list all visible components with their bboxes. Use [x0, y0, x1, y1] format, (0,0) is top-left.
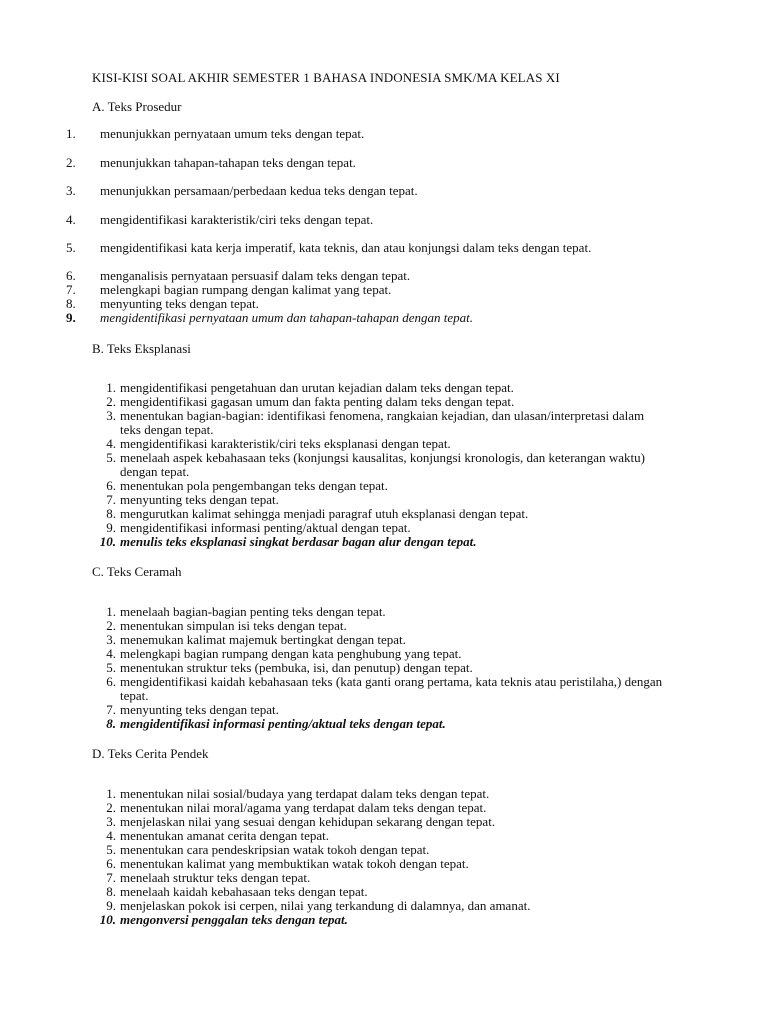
list-item: 5. menelaah aspek kebahasaan teks (konjungsi kausalitas, konjungsi kronologis, dan keterangan waktu) dengan tepat.	[106, 450, 645, 479]
section-c-heading: C. Teks Ceramah	[92, 564, 182, 579]
list-item: 9. mengidentifikasi informasi penting/aktual dengan tepat.	[106, 520, 411, 535]
list-item: 8. mengidentifikasi informasi penting/aktual teks dengan tepat.	[106, 716, 446, 731]
list-item: 7. menelaah struktur teks dengan tepat.	[106, 870, 311, 885]
list-item: 3. menjelaskan nilai yang sesuai dengan kehidupan sekarang dengan tepat.	[106, 814, 496, 829]
list-item: 2. menentukan nilai moral/agama yang terdapat dalam teks dengan tepat.	[106, 800, 487, 815]
list-item: 3. menemukan kalimat majemuk bertingkat dengan tepat.	[106, 632, 406, 647]
list-item: 1. menelaah bagian-bagian penting teks dengan tepat.	[106, 604, 386, 619]
section-d-list	[99, 786, 666, 927]
list-item: 4. melengkapi bagian rumpang dengan kata penghubung yang tepat.	[106, 646, 462, 661]
list-item: 8. menelaah kaidah kebahasaan teks dengan tepat.	[106, 884, 368, 899]
list-item: 1. menentukan nilai sosial/budaya yang terdapat dalam teks dengan tepat.	[106, 786, 490, 801]
list-item: 6. mengidentifikasi kaidah kebahasaan teks (kata ganti orang pertama, kata teknis atau peristilaha,) dengan tepat.	[106, 674, 663, 703]
section-c-list	[106, 605, 666, 731]
section-b-list	[99, 380, 666, 549]
section-a-heading: A. Teks Prosedur	[92, 99, 182, 114]
list-item: 10. menulis teks eksplanasi singkat berdasar bagan alur dengan tepat.	[99, 534, 477, 549]
list-item: 4. mengidentifikasi karakteristik/ciri teks eksplanasi dengan tepat.	[106, 436, 451, 451]
list-item: 6. menentukan pola pengembangan teks dengan tepat.	[106, 478, 388, 493]
document-page: KISI-KISI SOAL AKHIR SEMESTER 1 BAHASA INDONESIA SMK/MA KELAS XI A. Teks Prosedur 1. menunjukkan pernyataan umum teks dengan tepat. 2. menunjukkan tahapan-tahapan teks dengan tepat. 3. menunjukkan persamaan/perbedaan kedua teks dengan tepat. 4. mengidentifikasi karakteristik/ciri teks dengan tepat. 5. mengidentifikasi kata kerja imperatif, kata teknis, dan atau konjungsi dalam teks dengan tepat. 6. menganalisis pernyataan persuasif dalam teks dengan tepat. 7. melengkapi bagian rumpang dengan kalimat yang tepat. 8. menyunting teks dengan tepat. 9. mengidentifikasi pernyataan umum dan tahapan-tahapan dengan tepat. B. Teks Eksplanasi 1. mengidentifikasi pengetahuan dan urutan kejadian dalam teks dengan tepat. 2. mengidentifikasi gagasan umum dan fakta penting dalam teks dengan tepat. 3. menentukan bagian-bagian: identifikasi fenomena, rangkaian kejadian, dan ulasan/interpretasi dalam teks dengan tepat. 4. mengidentifikasi karakteristik/ciri teks eksplanasi dengan tepat. 5. menelaah aspek kebahasaan teks (konjungsi kausalitas, konjungsi kronologis, dan keterangan waktu) dengan tepat. 6. menentukan pola pengembangan teks dengan tepat. 7. menyunting teks dengan tepat. 8. mengurutkan kalimat sehingga menjadi paragraf utuh eksplanasi dengan tepat. 9. mengidentifikasi informasi penting/aktual dengan tepat. 10. menulis teks eksplanasi singkat berdasar bagan alur dengan tepat. C. Teks Ceramah 1. menelaah bagian-bagian penting teks dengan tepat. 2. menentukan simpulan isi teks dengan tepat. 3. menemukan kalimat majemuk bertingkat dengan tepat. 4. melengkapi bagian rumpang dengan kata penghubung yang tepat. 5. menentukan struktur teks (pembuka, isi, dan penutup) dengan tepat. 6. mengidentifikasi kaidah kebahasaan teks (kata ganti orang pertama, kata teknis atau peristilaha,) dengan tepat. 7. menyunting teks dengan tepat. 8. mengidentifikasi informasi penting/aktual teks dengan tepat. D. Teks Cerita Pendek 1. menentukan nilai sosial/budaya yang terdapat dalam teks dengan tepat. 2. menentukan nilai moral/agama yang terdapat dalam teks dengan tepat. 3. menjelaskan nilai yang sesuai dengan kehidupan sekarang dengan tepat. 4. menentukan amanat cerita dengan tepat. 5. menentukan cara pendeskripsian watak tokoh dengan tepat. 6. menentukan kalimat yang membuktikan watak tokoh dengan tepat. 7. menelaah struktur teks dengan tepat. 8. menelaah kaidah kebahasaan teks dengan tepat. 9. menjelaskan pokok isi cerpen, nilai yang terkandung di dalamnya, dan amanat. 10. mengonversi penggalan teks dengan tepat.	[0, 0, 768, 1024]
document-title: KISI-KISI SOAL AKHIR SEMESTER 1 BAHASA INDONESIA SMK/MA KELAS XI	[92, 70, 560, 85]
list-item: 3. menentukan bagian-bagian: identifikasi fenomena, rangkaian kejadian, dan ulasan/interpretasi dalam teks dengan tepat.	[106, 408, 645, 437]
list-item: 7. menyunting teks dengan tepat.	[106, 702, 279, 717]
list-item: 10. mengonversi penggalan teks dengan tepat.	[99, 912, 348, 927]
section-d-heading: D. Teks Cerita Pendek	[92, 746, 209, 761]
list-item: 2. mengidentifikasi gagasan umum dan fakta penting dalam teks dengan tepat.	[106, 394, 515, 409]
list-item: 8. mengurutkan kalimat sehingga menjadi paragraf utuh eksplanasi dengan tepat.	[106, 506, 529, 521]
section-b-heading: B. Teks Eksplanasi	[92, 341, 191, 356]
list-item: 5. menentukan struktur teks (pembuka, isi, dan penutup) dengan tepat.	[106, 660, 473, 675]
list-item: 4. menentukan amanat cerita dengan tepat.	[106, 828, 329, 843]
list-item: 7. menyunting teks dengan tepat.	[106, 492, 279, 507]
list-item: 6. menentukan kalimat yang membuktikan watak tokoh dengan tepat.	[106, 856, 469, 871]
list-item: 9. menjelaskan pokok isi cerpen, nilai yang terkandung di dalamnya, dan amanat.	[106, 898, 531, 913]
list-item: 1. mengidentifikasi pengetahuan dan urutan kejadian dalam teks dengan tepat.	[106, 380, 514, 395]
list-item: 5. menentukan cara pendeskripsian watak tokoh dengan tepat.	[106, 842, 430, 857]
list-item: 2. menentukan simpulan isi teks dengan tepat.	[106, 618, 347, 633]
